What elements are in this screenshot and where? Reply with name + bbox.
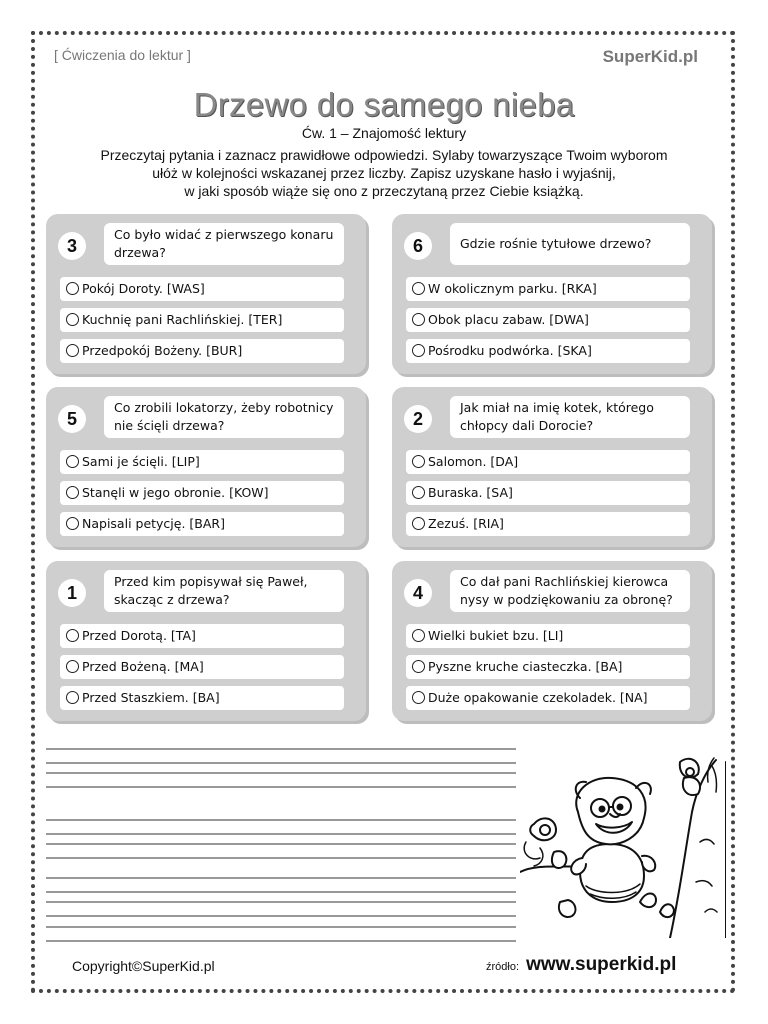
- radio-button[interactable]: [412, 486, 425, 499]
- answer-option[interactable]: [406, 277, 690, 301]
- writing-line: [46, 857, 516, 859]
- question-number: 1: [58, 579, 86, 607]
- answer-option[interactable]: [60, 481, 344, 505]
- radio-button[interactable]: [412, 629, 425, 642]
- source-credit: [486, 954, 676, 976]
- answer-option[interactable]: [406, 450, 690, 474]
- answer-label: Obok placu zabaw. [DWA]: [428, 312, 589, 327]
- question-number: 4: [404, 579, 432, 607]
- instruction-line: Przeczytaj pytania i zaznacz prawidłowe odpowiedzi. Sylaby towarzyszące Twoim wyborom: [100, 147, 668, 163]
- instructions: [40, 146, 728, 200]
- copyright-text: Copyright©SuperKid.pl: [72, 958, 215, 974]
- question-text: Przed kim popisywał się Paweł, skacząc z drzewa?: [104, 570, 344, 612]
- question-number: 6: [404, 232, 432, 260]
- question-text: Co zrobili lokatorzy, żeby robotnicy nie ścięli drzewa?: [104, 396, 344, 438]
- writing-line: [46, 877, 516, 879]
- exercise-subtitle: Ćw. 1 – Znajomość lektury: [301, 125, 467, 141]
- radio-button[interactable]: [412, 344, 425, 357]
- answer-label: Pyszne kruche ciasteczka. [BA]: [428, 659, 623, 674]
- answer-label: Pokój Doroty. [WAS]: [82, 281, 205, 296]
- answer-option[interactable]: [60, 686, 344, 710]
- question-panel: [392, 387, 712, 547]
- writing-line: [46, 748, 516, 750]
- radio-button[interactable]: [66, 691, 79, 704]
- radio-button[interactable]: [412, 660, 425, 673]
- question-panel: [46, 561, 366, 721]
- answer-option[interactable]: [406, 686, 690, 710]
- writing-line: [46, 926, 516, 928]
- question-text: Gdzie rośnie tytułowe drzewo?: [450, 223, 690, 265]
- radio-button[interactable]: [66, 629, 79, 642]
- question-panel: [392, 214, 712, 374]
- radio-button[interactable]: [66, 660, 79, 673]
- radio-button[interactable]: [66, 313, 79, 326]
- answer-option[interactable]: [60, 339, 344, 363]
- brand-label: SuperKid.pl: [602, 47, 698, 66]
- radio-button[interactable]: [66, 282, 79, 295]
- answer-label: Zezuś. [RIA]: [428, 516, 504, 531]
- answer-label: Wielki bukiet bzu. [LI]: [428, 628, 564, 643]
- question-text: Co dał pani Rachlińskiej kierowca nysy w podziękowaniu za obronę?: [450, 570, 690, 612]
- question-number: 5: [58, 405, 86, 433]
- answer-label: Stanęli w jego obronie. [KOW]: [82, 485, 269, 500]
- radio-button[interactable]: [412, 282, 425, 295]
- answer-option[interactable]: [406, 624, 690, 648]
- writing-line: [46, 819, 516, 821]
- answer-label: Kuchnię pani Rachlińskiej. [TER]: [82, 312, 283, 327]
- writing-line: [46, 843, 516, 845]
- writing-line: [46, 940, 516, 942]
- answer-option[interactable]: [60, 308, 344, 332]
- source-label: źródło:: [486, 961, 520, 973]
- category-label: [ Ćwiczenia do lektur ]: [54, 47, 191, 63]
- question-number: 3: [58, 232, 86, 260]
- answer-label: Przed Bożeną. [MA]: [82, 659, 204, 674]
- answer-option[interactable]: [406, 339, 690, 363]
- answer-label: Przed Dorotą. [TA]: [82, 628, 196, 643]
- answer-option[interactable]: [60, 277, 344, 301]
- answer-option[interactable]: [406, 481, 690, 505]
- source-url[interactable]: www.superkid.pl: [526, 954, 677, 975]
- question-panel: [46, 387, 366, 547]
- answer-label: Salomon. [DA]: [428, 454, 519, 469]
- answer-option[interactable]: [406, 512, 690, 536]
- radio-button[interactable]: [66, 486, 79, 499]
- answer-label: Przedpokój Bożeny. [BUR]: [82, 343, 243, 358]
- writing-line: [46, 833, 516, 835]
- radio-button[interactable]: [66, 517, 79, 530]
- question-text: Co było widać z pierwszego konaru drzewa?: [104, 223, 344, 265]
- question-panel: [46, 214, 366, 374]
- question-number: 2: [404, 405, 432, 433]
- question-text: Jak miał na imię kotek, którego chłopcy dali Dorocie?: [450, 396, 690, 438]
- page-title: Drzewo do samego nieba: [193, 86, 575, 123]
- instruction-line: w jaki sposób wiąże się ono z przeczytaną przez Ciebie książką.: [184, 183, 584, 199]
- answer-label: Duże opakowanie czekoladek. [NA]: [428, 690, 648, 705]
- writing-line: [46, 901, 516, 903]
- writing-line: [46, 762, 516, 764]
- answer-option[interactable]: [60, 512, 344, 536]
- answer-label: Przed Staszkiem. [BA]: [82, 690, 220, 705]
- answer-label: Napisali petycję. [BAR]: [82, 516, 225, 531]
- answer-option[interactable]: [406, 308, 690, 332]
- radio-button[interactable]: [66, 455, 79, 468]
- radio-button[interactable]: [412, 455, 425, 468]
- answer-label: W okolicznym parku. [RKA]: [428, 281, 597, 296]
- writing-line: [46, 772, 516, 774]
- answer-option[interactable]: [60, 655, 344, 679]
- radio-button[interactable]: [66, 344, 79, 357]
- answer-option[interactable]: [60, 450, 344, 474]
- question-panel: [392, 561, 712, 721]
- tree-character-illustration: [520, 752, 726, 938]
- answer-label: Buraska. [SA]: [428, 485, 513, 500]
- radio-button[interactable]: [412, 691, 425, 704]
- radio-button[interactable]: [412, 517, 425, 530]
- writing-line: [46, 891, 516, 893]
- writing-line: [46, 786, 516, 788]
- answer-option[interactable]: [406, 655, 690, 679]
- instruction-line: ułóż w kolejności wskazanej przez liczby. Zapisz uzyskane hasło i wyjaśnij,: [152, 165, 616, 181]
- radio-button[interactable]: [412, 313, 425, 326]
- answer-label: Sami je ścięli. [LIP]: [82, 454, 200, 469]
- writing-line: [46, 915, 516, 917]
- answer-option[interactable]: [60, 624, 344, 648]
- answer-label: Pośrodku podwórka. [SKA]: [428, 343, 592, 358]
